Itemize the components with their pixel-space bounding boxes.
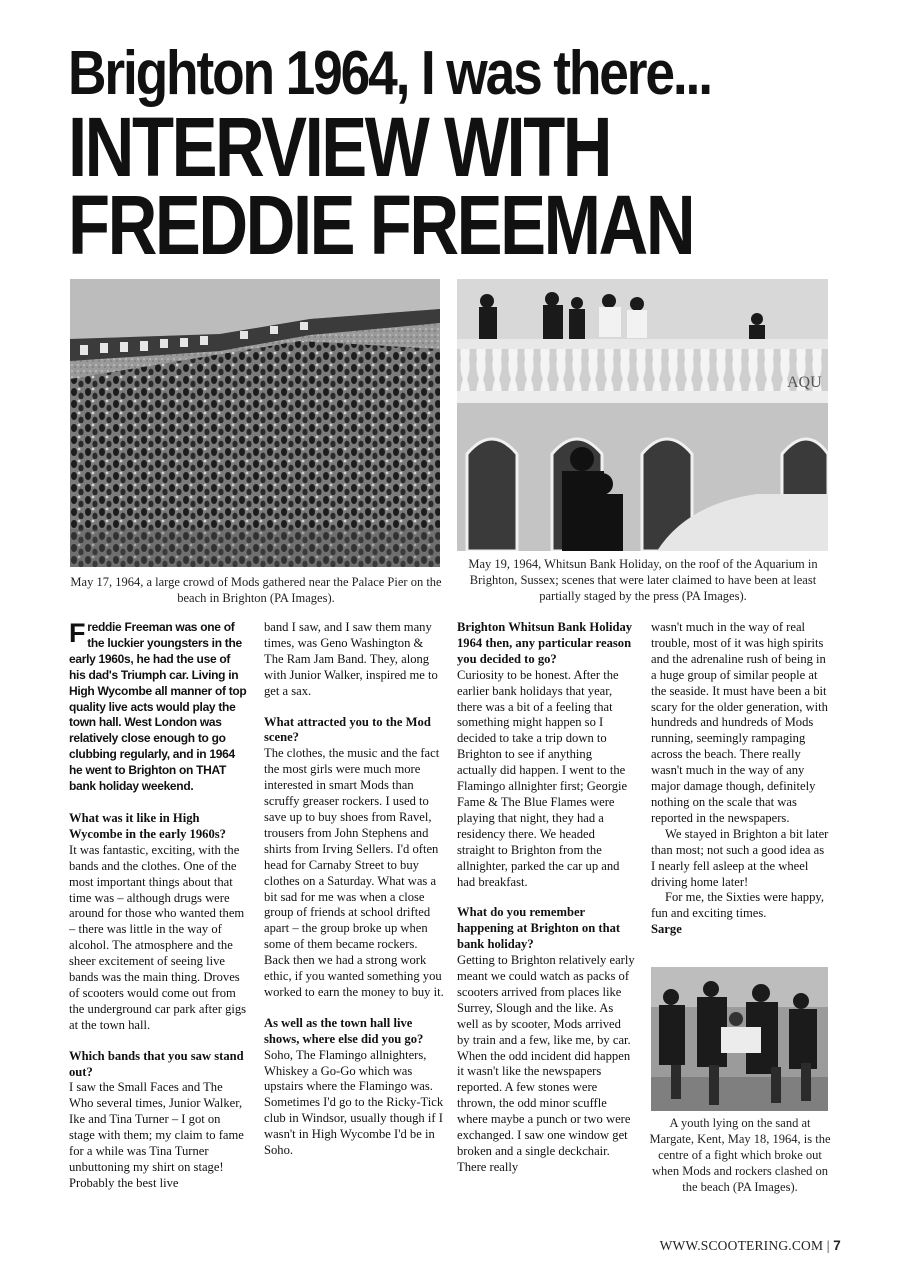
aquarium-roof-photo: [457, 279, 828, 551]
footer-separator: |: [826, 1238, 830, 1253]
article-column-2: [264, 620, 444, 1159]
question-6: What do you remember happening at Brighton on that bank holiday?: [457, 905, 621, 952]
margate-fight-photo: [651, 967, 828, 1111]
page-footer: [660, 1238, 841, 1254]
answer-4: Soho, The Flamingo allnighters, Whiskey a Go-Go which was upstairs where the Flamingo was. Sometimes I'd go to the Ricky-Tick club in Windsor, usually though if I wasn't in High Wycombe I'd be in Soho.: [264, 1047, 444, 1158]
answer-3: The clothes, the music and the fact the most girls were much more interested in smart Mods than scruffy greaser rockers. I used to save up to buy shoes from Ravel, trousers from John Stephens and shirts from Irving Sellers. I'd often head for Carnaby Street to buy clothes on a Saturday. What was a bit sad for me was when a close group of friends at school drifted apart – the group broke up when some of them became rockers. Back then we had a strong work ethic, if you wanted something you worked to earn the money to buy it.: [264, 746, 444, 999]
headline-kicker: Brighton 1964, I was there...: [68, 39, 711, 108]
headline-title-line2: FREDDIE FREEMAN: [68, 178, 694, 272]
answer-5: Curiosity to be honest. After the earlier bank holidays that year, there was a bit of a feeling that something might happen so I decided to take a trip down to Brighton to see if anything actually did happen. I went to the Flamingo allnighter first; Georgie Fame & The Blue Flames were playing that night, they had a residency there. We headed straight to Brighton from the allnighter, parked the car up and had breakfast.: [457, 667, 628, 889]
question-4: As well as the town hall live shows, where else did you go?: [264, 1015, 424, 1046]
question-5: Brighton Whitsun Bank Holiday 1964 then, any particular reason you decided to go?: [457, 620, 633, 666]
answer-6-part-3: We stayed in Brighton a bit later than most; not such a good idea as I nearly fell asleep at the wheel driving home later!: [651, 826, 829, 889]
answer-2-part-1: I saw the Small Faces and The Who several times, Junior Walker, Ike and Tina Turner – I got on stage with them; my claim to fame for a while was Tina Turner unbuttoning my shirt on stage! Probably the best live: [69, 1080, 244, 1190]
aquarium-sign-text: AQU: [787, 374, 822, 391]
article-column-3: [457, 620, 635, 1176]
article-column-4: [651, 620, 829, 938]
signoff: Sarge: [651, 922, 682, 937]
headline-title-line1: INTERVIEW WITH: [68, 100, 611, 194]
beach-crowd-photo: [70, 279, 440, 567]
beach-photo-caption: May 17, 1964, a large crowd of Mods gathered near the Palace Pier on the beach in Brighton (PA Images).: [70, 575, 442, 605]
margate-photo-caption: A youth lying on the sand at Margate, Kent, May 18, 1964, is the centre of a fight which broke out when Mods and rockers clashed on the beach (PA Images).: [649, 1116, 831, 1194]
answer-6-part-4: For me, the Sixties were happy, fun and exciting times.: [651, 890, 825, 921]
question-3: What attracted you to the Mod scene?: [264, 714, 431, 745]
question-1: What was it like in High Wycombe in the early 1960s?: [69, 810, 226, 841]
article-column-1: [69, 620, 247, 1192]
answer-1: It was fantastic, exciting, with the bands and the clothes. One of the most important things about that time was – although drugs were around for those who wanted them – there was little in the way of alcohol. The atmosphere and the sheer excitement of seeing live bands was the main thing. Droves of scooters would come out from the underground car park after gigs at the town hall.: [69, 842, 247, 1032]
answer-6-part-1: Getting to Brighton relatively early meant we could watch as packs of scooters arrived from places like Surrey, Slough and the like. As well as by scooter, Mods arrived by train and a few, like me, by car. When the odd incident did happen it wasn't like the newspapers reported. A few stones were thrown, the odd minor scuffle where maybe a punch or two were exchanged. I saw one window get broken and a single deckchair. There really: [457, 953, 635, 1174]
article-intro: [69, 620, 247, 795]
answer-6-part-2: wasn't much in the way of real trouble, most of it was high spirits and the adrenaline rush of being in a huge group of similar people at the seaside. It must have been a bit scary for the older generation, with hundreds and hundreds of Mods running, seemingly rampaging across the beach. There really wasn't much in the way of any major damage though, definitely nothing on the scale that was reported in the newspapers.: [651, 620, 828, 825]
intro-text: reddie Freeman was one of the luckier youngsters in the early 1960s, he had the use of his dad's Triumph car. Living in High Wycombe all manner of top quality live acts would play the town hall. West London was relatively close enough to go clubbing regularly, and in 1964 he went to Brighton on THAT bank holiday weekend.: [69, 620, 247, 794]
site-url: WWW.SCOOTERING.COM: [659, 1238, 824, 1253]
question-2: Which bands that you saw stand out?: [69, 1048, 244, 1079]
answer-2-part-2: band I saw, and I saw them many times, was Geno Washington & The Ram Jam Band. They, along with Junior Walker, inspired me to get a sax.: [264, 620, 438, 698]
intro-dropcap: F: [69, 618, 86, 648]
aquarium-photo-caption: May 19, 1964, Whitsun Bank Holiday, on the roof of the Aquarium in Brighton, Sussex; scenes that were later claimed to have been at least partially staged by the press (PA Images).: [468, 557, 818, 603]
headline: [68, 39, 868, 272]
page-number: 7: [833, 1238, 841, 1253]
